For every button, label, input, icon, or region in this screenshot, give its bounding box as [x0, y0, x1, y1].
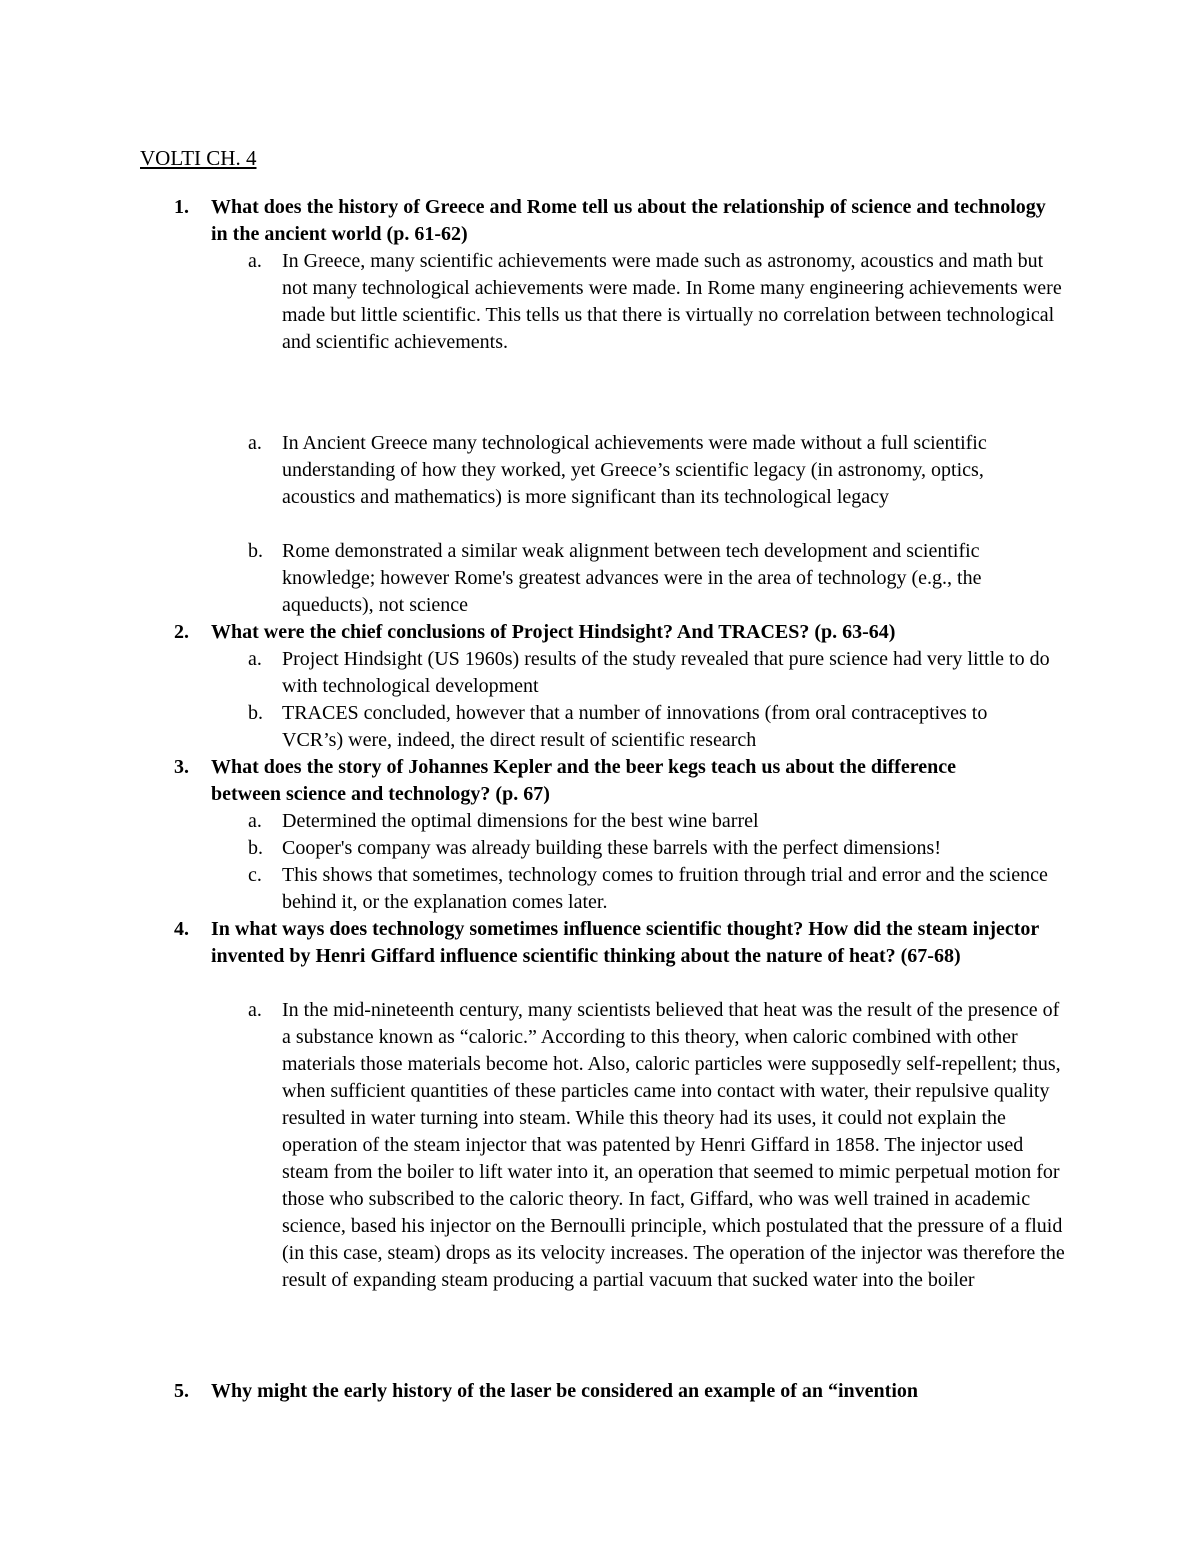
answer-marker-2a: a.	[248, 648, 262, 670]
answer-text-3a: Determined the optimal dimensions for the best wine barrel	[282, 810, 759, 832]
answer-marker-3c: c.	[248, 864, 262, 886]
answer-text-2a: Project Hindsight (US 1960s) results of the study revealed that pure science had very little to do with technological development	[282, 648, 1050, 697]
question-text-1: What does the history of Greece and Rome tell us about the relationship of science and technology in the ancient world (p. 61-62)	[211, 196, 1046, 245]
answer-marker-1a: a.	[248, 250, 262, 272]
answer-text-1a: In Greece, many scientific achievements were made such as astronomy, acoustics and math but not many technological achievements were made. In Rome many engineering achievements were made but little scientific. This tells us that there is virtually no correlation between technological and scientific achievements.	[282, 250, 1062, 353]
answer-marker-3a: a.	[248, 810, 262, 832]
question-text-2: What were the chief conclusions of Project Hindsight? And TRACES? (p. 63-64)	[211, 621, 896, 643]
answer-marker-3b: b.	[248, 837, 263, 859]
document-title: VOLTI CH. 4	[140, 146, 257, 170]
answer-text-3b: Cooper's company was already building these barrels with the perfect dimensions!	[282, 837, 941, 859]
question-number-4: 4.	[174, 918, 189, 940]
answer-marker-1a-2: a.	[248, 432, 262, 454]
answer-marker-1b: b.	[248, 540, 263, 562]
question-text-4: In what ways does technology sometimes influence scientific thought? How did the steam injector invented by Henri Giffard influence scientific thinking about the nature of heat? (67-68)	[211, 918, 1039, 967]
question-text-5: Why might the early history of the laser be considered an example of an “invention	[211, 1380, 919, 1402]
question-number-1: 1.	[174, 196, 189, 218]
question-number-3: 3.	[174, 756, 189, 778]
answer-text-1b: Rome demonstrated a similar weak alignment between tech development and scientific knowledge; however Rome's greatest advances were in the area of technology (e.g., the aqueducts), not science	[282, 540, 982, 616]
question-number-2: 2.	[174, 621, 189, 643]
answer-text-1a-2: In Ancient Greece many technological achievements were made without a full scientific understanding of how they worked, yet Greece’s scientific legacy (in astronomy, optics, acoustics and mathematics) is more significant than its technological legacy	[282, 432, 987, 508]
answer-marker-2b: b.	[248, 702, 263, 724]
answer-text-2b: TRACES concluded, however that a number of innovations (from oral contraceptives to VCR’s) were, indeed, the direct result of scientific research	[282, 702, 988, 751]
question-number-5: 5.	[174, 1380, 189, 1402]
answer-marker-4a: a.	[248, 999, 262, 1021]
answer-text-3c: This shows that sometimes, technology comes to fruition through trial and error and the science behind it, or the explanation comes later.	[282, 864, 1048, 913]
question-text-3: What does the story of Johannes Kepler and the beer kegs teach us about the difference between science and technology? (p. 67)	[211, 756, 956, 805]
answer-text-4a: In the mid-nineteenth century, many scientists believed that heat was the result of the presence of a substance known as “caloric.” According to this theory, when caloric combined with other materials those materials become hot. Also, caloric particles were supposedly self-repellent; thus, when sufficient quantities of these particles came into contact with water, their repulsive quality resulted in water turning into steam. While this theory had its uses, it could not explain the operation of the steam injector that was patented by Henri Giffard in 1858. The injector used steam from the boiler to lift water into it, an operation that seemed to mimic perpetual motion for those who subscribed to the caloric theory. In fact, Giffard, who was well trained in academic science, based his injector on the Bernoulli principle, which postulated that the pressure of a fluid (in this case, steam) drops as its velocity increases. The operation of the injector was therefore the result of expanding steam producing a partial vacuum that sucked water into the boiler	[282, 999, 1065, 1291]
